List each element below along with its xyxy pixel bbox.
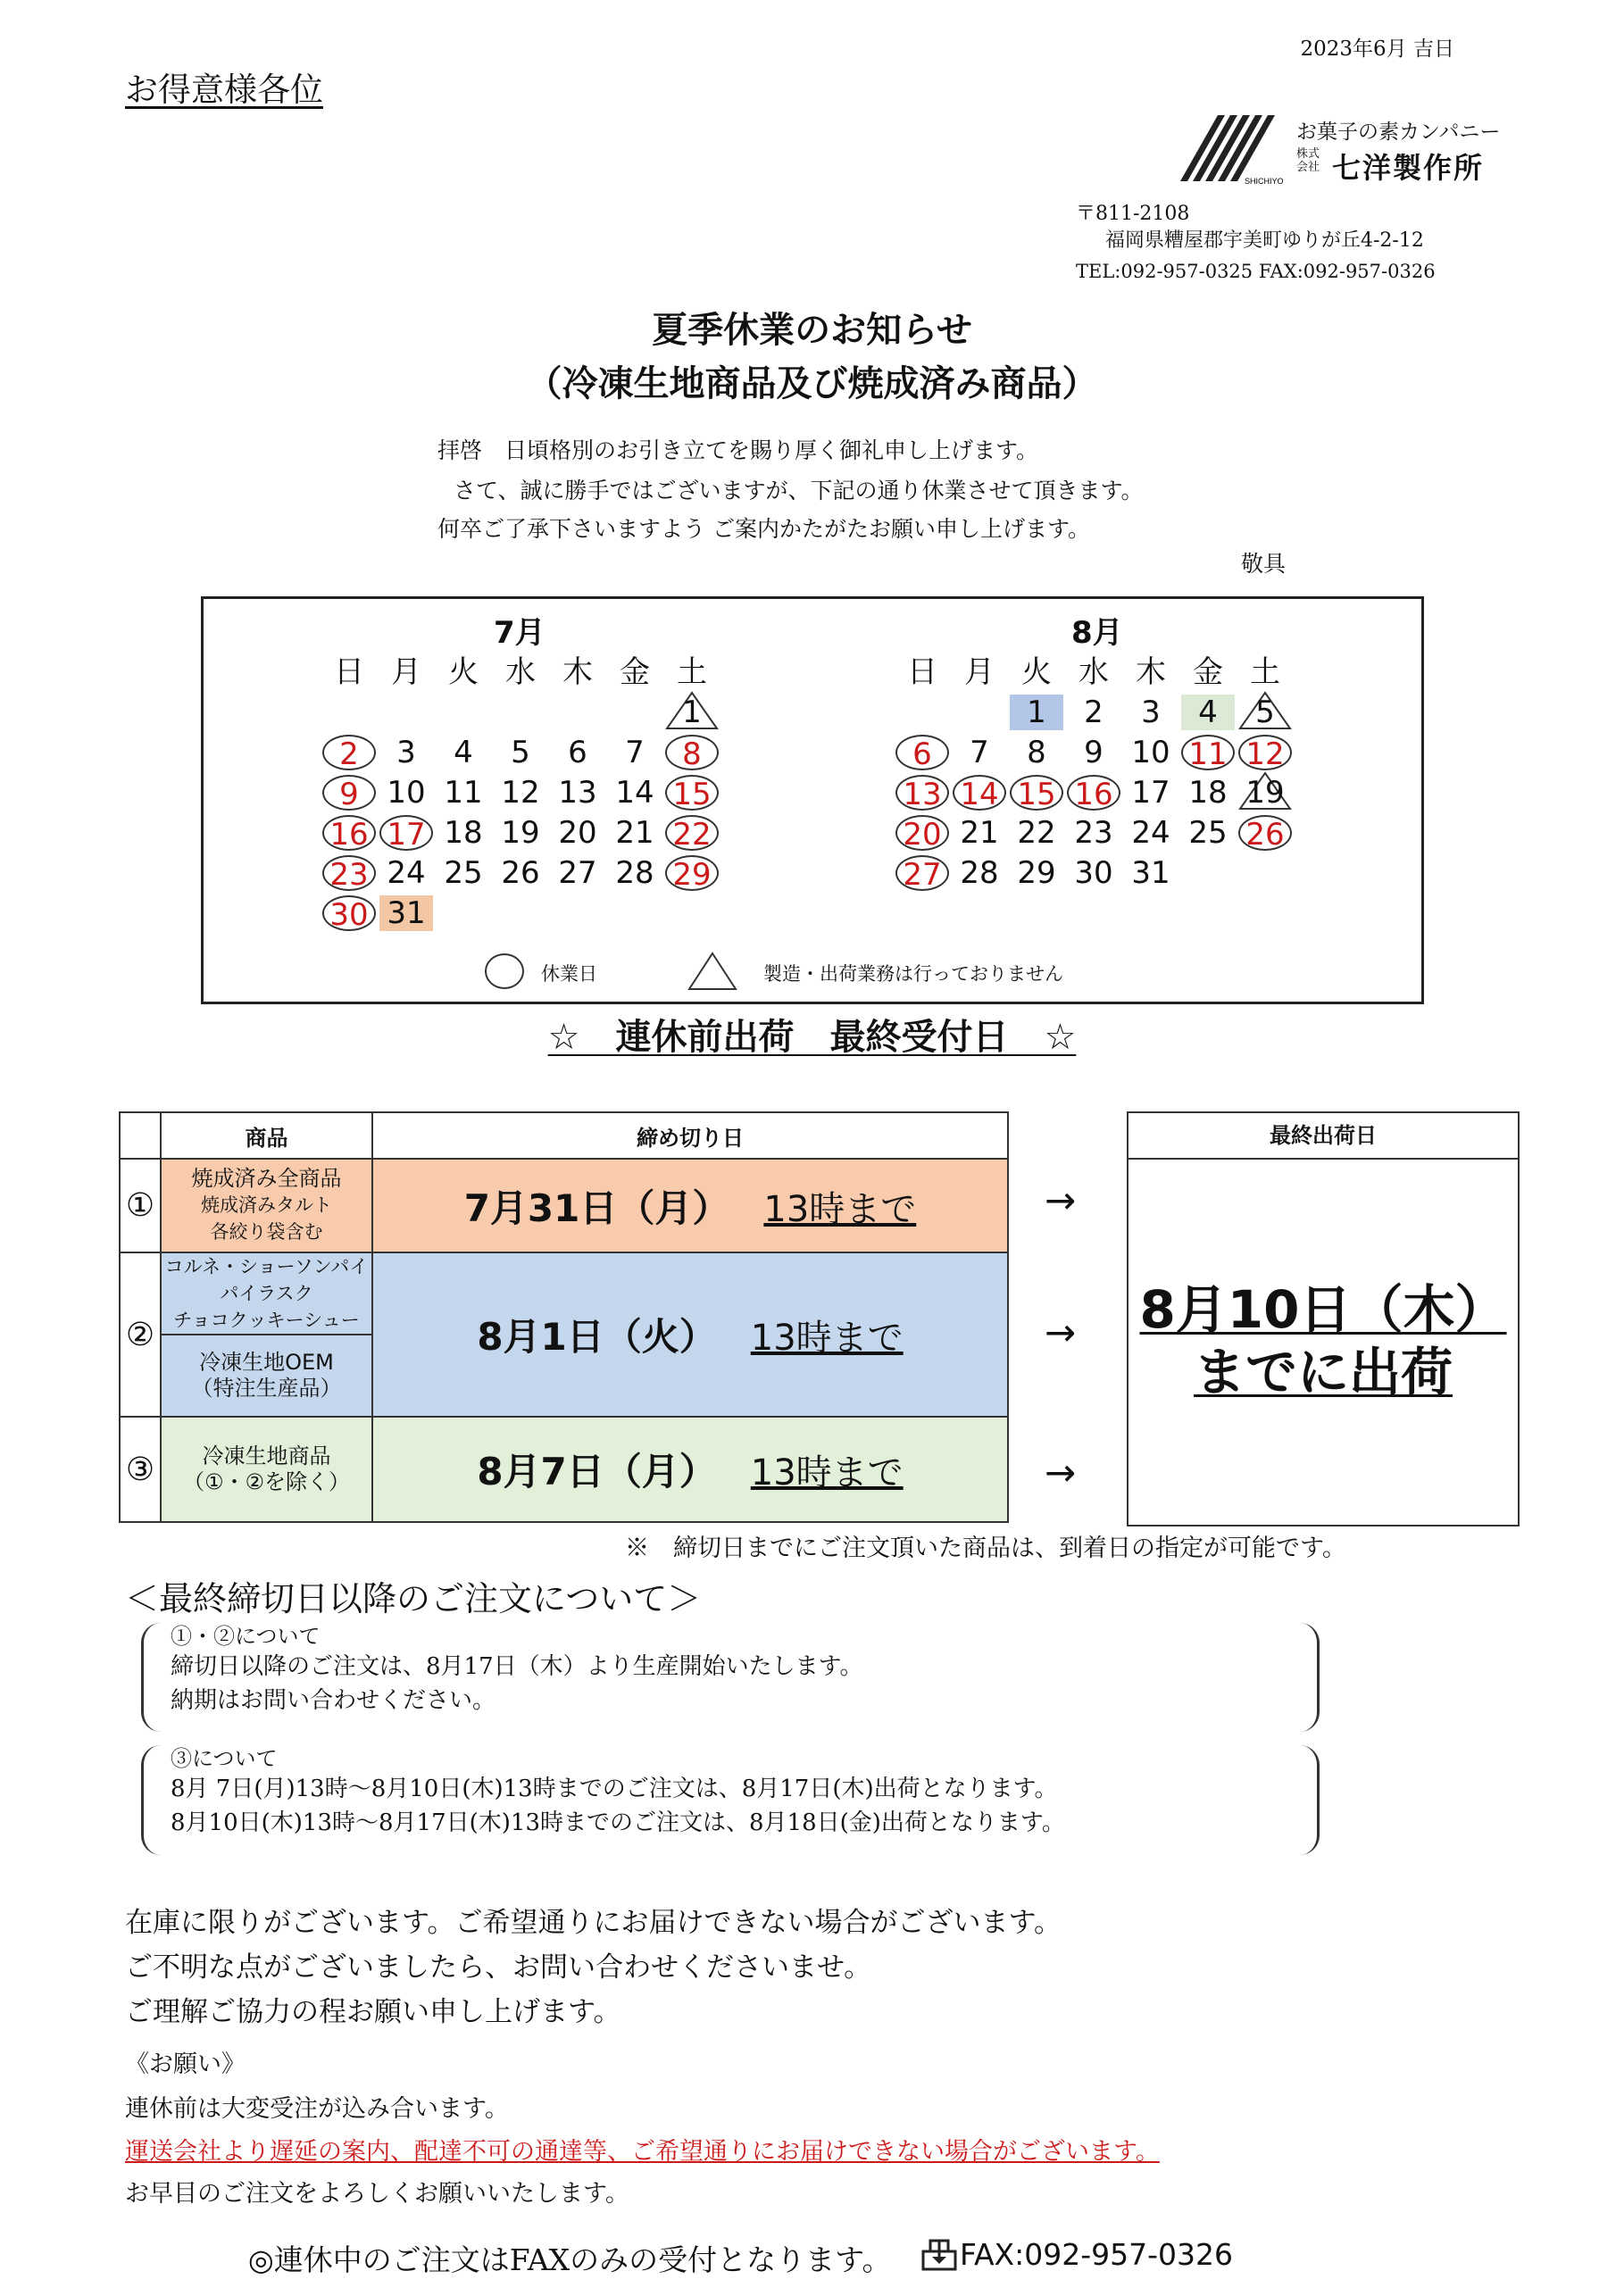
company-tagline: お菓子の素カンパニー (1296, 121, 1501, 144)
calendar-day-number: 11 (1188, 736, 1228, 772)
weekday-label: 月 (964, 654, 995, 690)
notice-box-1-2 (141, 1623, 1320, 1732)
notice-line: 締切日以降のご注文は、8月17日（木）より生産開始いたします。 (171, 1653, 863, 1680)
calendar-day (953, 855, 1006, 891)
calendar-day-number: 3 (1141, 695, 1161, 730)
tel-fax: TEL:092-957-0325 FAX:092-957-0326 (1076, 261, 1436, 282)
calendar-day-number: 20 (903, 817, 942, 853)
calendar-day (1238, 735, 1292, 770)
calendar-day-number: 10 (1131, 735, 1170, 770)
deadline-time: 13時まで (750, 1452, 904, 1493)
product-name: 焼成済み全商品 (191, 1166, 342, 1191)
calendar-day (1238, 815, 1292, 851)
product-cell (161, 1252, 372, 1335)
calendar-day-number: 11 (444, 775, 483, 811)
calendar-day-number: 12 (501, 775, 540, 811)
calendar-day (1010, 815, 1063, 851)
calendar-day-number: 9 (339, 777, 359, 812)
product-name: 冷凍生地OEM (199, 1350, 334, 1375)
calendar-day-number: 13 (903, 777, 942, 812)
deadline-time: 13時まで (763, 1188, 917, 1230)
schedule-heading: ☆ 連休前出荷 最終受付日 ☆ (547, 1017, 1077, 1058)
calendar-day-number: 18 (444, 815, 483, 851)
legend-closed-day: 休業日 (541, 963, 597, 985)
row-number: ① (120, 1159, 161, 1252)
calendar-day-number: 12 (1245, 736, 1285, 772)
calendar-day (551, 735, 604, 770)
calendar-day-number: 25 (444, 855, 483, 891)
calendar-day (437, 815, 490, 851)
weekday-label: 火 (1021, 654, 1052, 690)
calendar-day-number: 31 (387, 895, 426, 931)
calendar-day (379, 855, 433, 891)
calendar-day (379, 735, 433, 770)
request-line: お早目のご注文をよろしくお願いいたします。 (125, 2180, 629, 2208)
calendar-day (953, 735, 1006, 770)
calendar-day (895, 735, 949, 770)
page-title: 夏季休業のお知らせ (652, 310, 972, 351)
weekday-label: 土 (677, 654, 707, 690)
product-detail: （①・②を除く） (182, 1469, 351, 1494)
calendar-day (1010, 735, 1063, 770)
calendar-day (1181, 775, 1235, 811)
calendar-day (895, 815, 949, 851)
issue-date: 2023年6月 吉日 (1300, 37, 1454, 61)
calendar-day (953, 775, 1006, 811)
calendar-day-number: 5 (1255, 695, 1275, 730)
greeting-closing: 敬具 (1241, 551, 1287, 577)
footer-fax-number: FAX:092-957-0326 (960, 2237, 1234, 2272)
calendar-day-number: 4 (454, 735, 473, 770)
calendar-day-number: 17 (1131, 775, 1170, 811)
calendar-day (1124, 775, 1178, 811)
calendar-day (322, 815, 376, 851)
calendar-day (608, 855, 662, 891)
table-row (120, 1252, 1008, 1335)
product-name: パイラスク (220, 1283, 313, 1304)
calendar-day (1181, 695, 1235, 730)
table-header-blank (120, 1112, 161, 1159)
calendar-day-number: 1 (1027, 695, 1046, 730)
notice-box-3 (141, 1745, 1320, 1855)
calendar-day-number: 14 (615, 775, 654, 811)
calendar-day-number: 23 (1074, 815, 1113, 851)
weekday-label: 月 (391, 654, 421, 690)
page-subtitle: （冷凍生地商品及び焼成済み商品） (526, 363, 1098, 404)
calendar-day-number: 2 (1084, 695, 1103, 730)
calendar-day (1181, 815, 1235, 851)
weekday-label: 木 (1136, 654, 1166, 690)
calendar-day (1181, 735, 1235, 770)
final-shipping-header: 最終出荷日 (1128, 1113, 1518, 1160)
row-number: ② (120, 1252, 161, 1417)
company-address: 福岡県糟屋郡宇美町ゆりが丘4-2-12 (1105, 229, 1424, 252)
greeting-line: 拝啓 日頃格別のお引き立てを賜り厚く御礼申し上げます。 (437, 437, 1039, 463)
deadline-date: 7月31日（月） (463, 1185, 730, 1230)
calendar-day (551, 775, 604, 811)
holiday-calendar (201, 596, 1424, 1004)
company-name: 七洋製作所 (1332, 151, 1485, 185)
calendar-day-number: 23 (329, 857, 369, 893)
greeting-line: 何卒ご了承下さいますよう ご案内かたがたお願い申し上げます。 (437, 516, 1090, 542)
legend-circle-icon (485, 953, 524, 989)
table-row (120, 1417, 1008, 1522)
calendar-day (608, 775, 662, 811)
calendar-day (1010, 695, 1063, 730)
arrow-icon: → (1045, 1451, 1077, 1494)
calendar-day-number: 3 (396, 735, 416, 770)
calendar-day-number: 15 (672, 777, 712, 812)
deadline-cell (372, 1252, 1008, 1417)
table-header-product: 商品 (161, 1112, 372, 1159)
calendar-day-number: 17 (387, 817, 426, 853)
calendar-day (1067, 735, 1120, 770)
calendar-day-number: 16 (329, 817, 369, 853)
calendar-day (1010, 775, 1063, 811)
calendar-day (551, 815, 604, 851)
calendar-day-number: 22 (1017, 815, 1056, 851)
calendar-day-number: 19 (1245, 775, 1285, 811)
calendar-day (608, 735, 662, 770)
calendar-day-number: 28 (960, 855, 999, 891)
product-detail: （特注生産品） (191, 1376, 342, 1401)
deadline-cell (372, 1159, 1008, 1252)
product-name: 冷凍生地商品 (202, 1443, 331, 1468)
arrival-note: ※ 締切日までにご注文頂いた商品は、到着日の指定が可能です。 (625, 1535, 1346, 1562)
calendar-day (1124, 695, 1178, 730)
month-label-august: 8月 (1071, 615, 1123, 651)
addressee: お得意様各位 (125, 71, 323, 109)
calendar-day (895, 855, 949, 891)
calendar-day-number: 9 (1084, 735, 1103, 770)
notice-line: 納期はお問い合わせください。 (171, 1687, 496, 1714)
calendar-day-number: 31 (1131, 855, 1170, 891)
calendar-day-number: 30 (1074, 855, 1113, 891)
calendar-day-number: 20 (558, 815, 597, 851)
request-heading: 《お願い》 (125, 2051, 246, 2078)
calendar-day (1067, 855, 1120, 891)
company-type: 株式会社 (1296, 147, 1320, 174)
deadline-date: 8月7日（月） (477, 1450, 717, 1493)
calendar-day-number: 6 (912, 736, 932, 772)
deadline-cell (372, 1417, 1008, 1522)
product-name: チョコクッキーシュー (173, 1310, 360, 1331)
calendar-day-number: 7 (625, 735, 645, 770)
deadline-table (119, 1111, 1009, 1523)
arrow-icon: → (1045, 1310, 1077, 1354)
calendar-day (379, 775, 433, 811)
table-header-deadline: 締め切り日 (372, 1112, 1008, 1159)
calendar-day-number: 7 (970, 735, 989, 770)
weekday-label: 火 (448, 654, 479, 690)
calendar-day (665, 815, 719, 851)
product-name: コルネ・ショーソンパイ (164, 1256, 369, 1277)
calendar-day-number: 15 (1017, 777, 1056, 812)
closing-line: ご不明な点がございましたら、お問い合わせくださいませ。 (125, 1951, 872, 1984)
calendar-day (322, 735, 376, 770)
footer-notice: ◎連休中のご注文はFAXのみの受付となります。 (248, 2242, 892, 2277)
notice-heading: ①・②について (171, 1624, 321, 1649)
calendar-day (1238, 695, 1292, 730)
calendar-day-number: 25 (1188, 815, 1228, 851)
product-cell (161, 1159, 372, 1252)
calendar-day (1124, 735, 1178, 770)
section-title: ＜最終締切日以降のご注文について＞ (125, 1579, 702, 1618)
calendar-day-number: 8 (682, 736, 702, 772)
weekday-label: 土 (1250, 654, 1280, 690)
deadline-date: 8月1日（火） (477, 1315, 717, 1359)
weekday-label: 金 (620, 654, 650, 690)
calendar-day-number: 4 (1198, 695, 1218, 730)
legend-no-operation: 製造・出荷業務は行っておりません (763, 963, 1063, 985)
weekday-label: 金 (1193, 654, 1223, 690)
calendar-day-number: 24 (387, 855, 426, 891)
calendar-day-number: 19 (501, 815, 540, 851)
calendar-day (322, 895, 376, 931)
calendar-day-number: 18 (1188, 775, 1228, 811)
calendar-day-number: 26 (1245, 817, 1285, 853)
postal-code: 〒811-2108 (1076, 203, 1190, 225)
calendar-day-number: 27 (558, 855, 597, 891)
calendar-july (322, 654, 733, 949)
final-shipping-date: 8月10日（木） までに出荷 (1139, 1279, 1507, 1402)
calendar-day (1124, 855, 1178, 891)
greeting-line: さて、誠に勝手ではございますが、下記の通り休業させて頂きます。 (454, 478, 1144, 503)
calendar-day (494, 775, 547, 811)
calendar-day (437, 735, 490, 770)
calendar-day (953, 815, 1006, 851)
closing-line: 在庫に限りがございます。ご希望通りにお届けできない場合がございます。 (125, 1907, 1062, 1939)
calendar-day (665, 775, 719, 811)
arrow-icon: → (1045, 1178, 1077, 1222)
calendar-day (1124, 815, 1178, 851)
calendar-day-number: 10 (387, 775, 426, 811)
calendar-day (379, 815, 433, 851)
weekday-label: 水 (1079, 654, 1109, 690)
calendar-day-number: 30 (329, 897, 369, 933)
calendar-day (608, 815, 662, 851)
shichiyo-logo-icon (1162, 112, 1296, 186)
calendar-day-number: 14 (960, 777, 999, 812)
request-line: 連休前は大変受注が込み合います。 (125, 2095, 509, 2123)
table-row (120, 1159, 1008, 1252)
calendar-day-number: 5 (511, 735, 530, 770)
product-cell (161, 1417, 372, 1522)
fax-machine-icon (920, 2237, 959, 2273)
calendar-day (322, 855, 376, 891)
month-label-july: 7月 (494, 615, 545, 651)
calendar-day-number: 2 (339, 736, 359, 772)
product-detail: 焼成済みタルト (201, 1194, 332, 1216)
company-logo (1162, 112, 1520, 186)
deadline-time: 13時まで (750, 1318, 904, 1359)
calendar-day-number: 13 (558, 775, 597, 811)
final-shipping-box (1127, 1111, 1520, 1527)
calendar-day (494, 855, 547, 891)
calendar-day-number: 29 (1017, 855, 1056, 891)
legend-triangle-icon (686, 950, 739, 993)
calendar-day-number: 6 (568, 735, 587, 770)
calendar-day-number: 27 (903, 857, 942, 893)
request-warning: 運送会社より遅延の案内、配達不可の通達等、ご希望通りにお届けできない場合がございます。 (125, 2138, 1160, 2166)
calendar-day (1238, 775, 1292, 811)
calendar-day (665, 735, 719, 770)
calendar-day-number: 1 (682, 695, 702, 730)
calendar-day-number: 21 (960, 815, 999, 851)
calendar-day-number: 28 (615, 855, 654, 891)
calendar-day (1067, 815, 1120, 851)
calendar-day-number: 22 (672, 817, 712, 853)
calendar-day (379, 895, 433, 931)
logo-wordmark: SHICHIYO (1245, 177, 1284, 186)
calendar-day-number: 21 (615, 815, 654, 851)
calendar-day (437, 855, 490, 891)
calendar-day-number: 8 (1027, 735, 1046, 770)
calendar-day-number: 16 (1074, 777, 1113, 812)
notice-heading: ③について (171, 1746, 278, 1771)
weekday-label: 日 (334, 654, 364, 690)
calendar-day-number: 26 (501, 855, 540, 891)
calendar-day (895, 775, 949, 811)
weekday-label: 木 (562, 654, 593, 690)
calendar-day (494, 815, 547, 851)
product-cell (161, 1335, 372, 1417)
weekday-label: 水 (505, 654, 536, 690)
notice-line: 8月10日(木)13時～8月17日(木)13時までのご注文は、8月18日(金)出荷となります。 (171, 1809, 1065, 1836)
calendar-day (437, 775, 490, 811)
weekday-label: 日 (907, 654, 937, 690)
closing-line: ご理解ご協力の程お願い申し上げます。 (125, 1996, 621, 2028)
notice-line: 8月 7日(月)13時～8月10日(木)13時までのご注文は、8月17日(木)出荷となります。 (171, 1776, 1058, 1802)
calendar-day (551, 855, 604, 891)
calendar-day (1010, 855, 1063, 891)
calendar-day (1067, 695, 1120, 730)
calendar-day (322, 775, 376, 811)
calendar-day (665, 695, 719, 730)
calendar-day (494, 735, 547, 770)
calendar-day (1067, 775, 1120, 811)
product-detail: 各絞り袋含む (210, 1221, 323, 1243)
calendar-august (895, 654, 1306, 949)
calendar-day-number: 24 (1131, 815, 1170, 851)
calendar-day (665, 855, 719, 891)
calendar-day-number: 29 (672, 857, 712, 893)
row-number: ③ (120, 1417, 161, 1522)
